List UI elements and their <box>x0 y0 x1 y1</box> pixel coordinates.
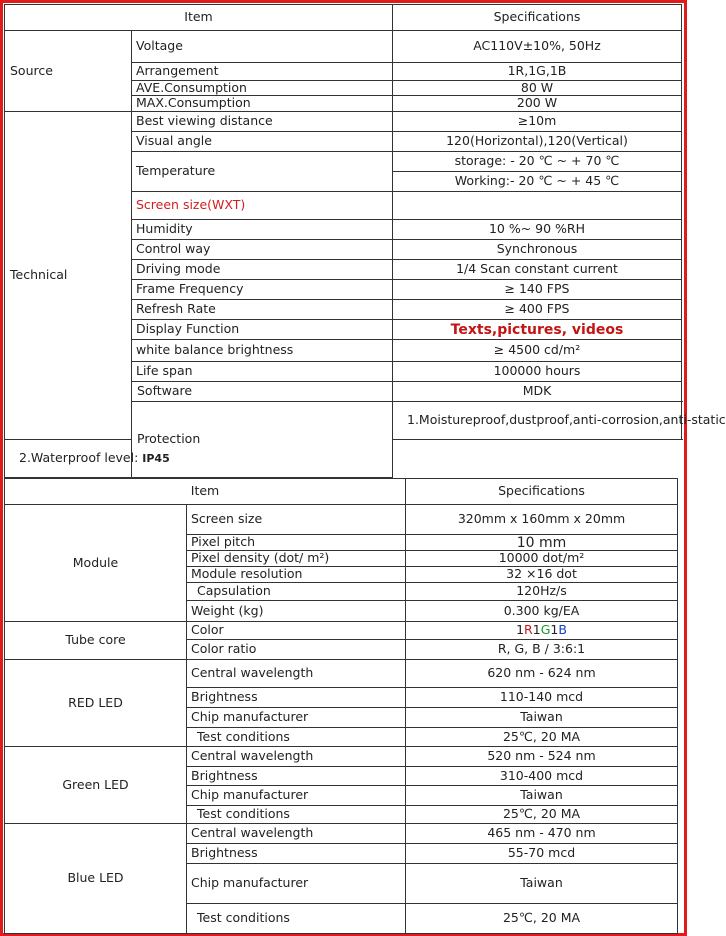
row-value: 80 W <box>393 81 682 96</box>
row-label: Frame Frequency <box>132 280 393 300</box>
header-item: Item <box>5 479 406 505</box>
row-label: Chip manufacturer <box>187 708 406 728</box>
row-value: ≥ 4500 cd/m² <box>393 340 682 362</box>
row-value: ≥ 140 FPS <box>393 280 682 300</box>
row-value-storage: storage: - 20 ℃ ~ + 70 ℃ <box>393 152 682 172</box>
table-row <box>5 112 682 132</box>
group-tube-core: Tube core <box>5 622 187 660</box>
row-value: 520 nm - 524 nm <box>406 747 678 767</box>
table-row <box>5 824 678 844</box>
row-value: 120(Horizontal),120(Vertical) <box>393 132 682 152</box>
row-value: 25℃, 20 MA <box>406 728 678 747</box>
color-r: R <box>524 622 533 638</box>
row-value: 465 nm - 470 nm <box>406 824 678 844</box>
row-label: Brightness <box>187 844 406 864</box>
row-value: 1/4 Scan constant current <box>393 260 682 280</box>
row-label: white balance brightness <box>132 340 393 362</box>
row-label: Arrangement <box>132 63 393 81</box>
row-value: 1R,1G,1B <box>393 63 682 81</box>
row-label: Driving mode <box>132 260 393 280</box>
row-label: Chip manufacturer <box>187 786 406 806</box>
group-software: Software <box>132 382 393 402</box>
color-digit: 1 <box>550 622 559 638</box>
row-value: 310-400 mcd <box>406 767 678 786</box>
group-module: Module <box>5 505 187 622</box>
header-specifications: Specifications <box>406 479 678 505</box>
table-header-row <box>5 479 678 505</box>
row-label: Refresh Rate <box>132 300 393 320</box>
row-value: 10 mm <box>406 535 678 551</box>
group-source: Source <box>5 31 132 112</box>
row-label: Chip manufacturer <box>187 864 406 904</box>
row-value <box>393 192 682 220</box>
color-digit: 1 <box>532 622 541 638</box>
protection-line-1: 1.Moistureproof,dustproof,anti-corrosion,anti-static <box>393 402 682 440</box>
table-row <box>5 440 682 478</box>
row-label-screen-size: Screen size(WXT) <box>132 192 393 220</box>
row-value: 200 W <box>393 96 682 112</box>
row-label: Best viewing distance <box>132 112 393 132</box>
row-label: Test conditions <box>187 904 406 934</box>
table-row <box>5 660 678 688</box>
spec-table-general <box>4 4 726 478</box>
row-label: Test conditions <box>187 728 406 747</box>
row-label: Brightness <box>187 767 406 786</box>
row-label: Life span <box>132 362 393 382</box>
row-value: 120Hz/s <box>406 583 678 601</box>
row-value: AC110V±10%, 50Hz <box>393 31 682 63</box>
protection-line-2-prefix: 2.Waterproof level: <box>19 450 143 466</box>
row-value-color <box>406 622 678 640</box>
row-label: Color <box>187 622 406 640</box>
color-b: B <box>558 622 567 638</box>
row-value: R, G, B / 3:6:1 <box>406 640 678 660</box>
table-row <box>5 622 678 640</box>
header-specifications: Specifications <box>393 5 682 31</box>
row-value: 25℃, 20 MA <box>406 904 678 934</box>
row-value: 0.300 kg/EA <box>406 601 678 622</box>
spec-table-module <box>4 478 678 934</box>
row-label: Central wavelength <box>187 747 406 767</box>
group-blue-led: Blue LED <box>5 824 187 934</box>
row-label: Central wavelength <box>187 660 406 688</box>
row-label: AVE.Consumption <box>132 81 393 96</box>
row-value: 110-140 mcd <box>406 688 678 708</box>
row-value: 620 nm - 624 nm <box>406 660 678 688</box>
row-label: Brightness <box>187 688 406 708</box>
color-digit: 1 <box>516 622 525 638</box>
color-g: G <box>540 622 551 638</box>
row-label: Humidity <box>132 220 393 240</box>
protection-line-2-value: IP45 <box>142 452 170 466</box>
row-value: ≥ 400 FPS <box>393 300 682 320</box>
row-label: Capsulation <box>187 583 406 601</box>
row-value: 55-70 mcd <box>406 844 678 864</box>
header-item: Item <box>5 5 393 31</box>
row-label: Control way <box>132 240 393 260</box>
row-label: Visual angle <box>132 132 393 152</box>
row-value: Taiwan <box>406 786 678 806</box>
software-value: MDK <box>393 382 682 402</box>
row-value: 32 ×16 dot <box>406 567 678 583</box>
row-label: Weight (kg) <box>187 601 406 622</box>
row-value-display-function: Texts,pictures, videos <box>393 320 682 340</box>
row-value: Taiwan <box>406 708 678 728</box>
row-label: Test conditions <box>187 806 406 824</box>
row-value: Synchronous <box>393 240 682 260</box>
table-header-row <box>5 5 682 31</box>
row-value: ≥10m <box>393 112 682 132</box>
row-label: Screen size <box>187 505 406 535</box>
group-green-led: Green LED <box>5 747 187 824</box>
table-row <box>5 505 678 535</box>
row-value: 320mm x 160mm x 20mm <box>406 505 678 535</box>
row-label: Display Function <box>132 320 393 340</box>
row-value: 100000 hours <box>393 362 682 382</box>
row-value: 10000 dot/m² <box>406 551 678 567</box>
row-label: Pixel density (dot/ m²) <box>187 551 406 567</box>
row-label: Voltage <box>132 31 393 63</box>
group-red-led: RED LED <box>5 660 187 747</box>
row-value: 25℃, 20 MA <box>406 806 678 824</box>
row-value: Taiwan <box>406 864 678 904</box>
row-label: Color ratio <box>187 640 406 660</box>
table-row <box>5 31 682 63</box>
group-protection: Protection <box>132 402 393 478</box>
row-label: MAX.Consumption <box>132 96 393 112</box>
row-value-working: Working:- 20 ℃ ~ + 45 ℃ <box>393 172 682 192</box>
row-label: Module resolution <box>187 567 406 583</box>
row-label: Temperature <box>132 152 393 192</box>
table-row <box>5 747 678 767</box>
row-label: Pixel pitch <box>187 535 406 551</box>
group-technical: Technical <box>5 112 132 440</box>
row-value: 10 %~ 90 %RH <box>393 220 682 240</box>
row-label: Central wavelength <box>187 824 406 844</box>
